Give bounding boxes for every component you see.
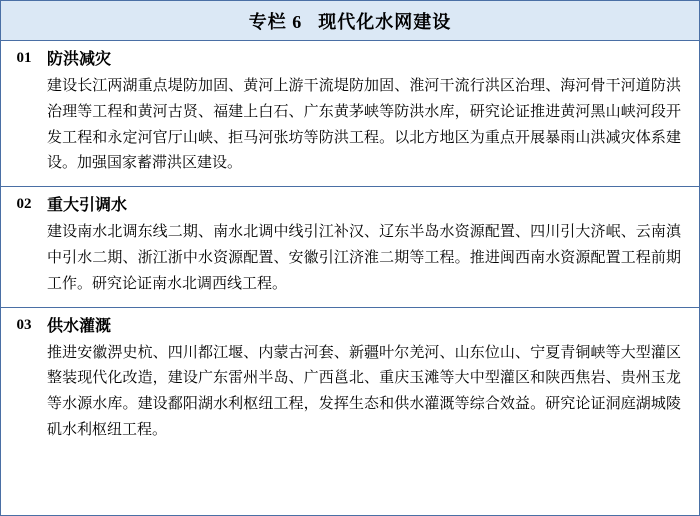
item-heading: 重大引调水 [47, 197, 128, 215]
item-body [47, 48, 699, 177]
item-body [47, 315, 699, 444]
list-item [1, 187, 699, 307]
item-heading: 供水灌溉 [47, 317, 112, 335]
panel-title [1, 1, 699, 41]
panel-title-label: 专栏 6 [248, 11, 303, 32]
list-item [1, 308, 699, 453]
item-text: 建设南水北调东线二期、南水北调中线引江补汉、辽东半岛水资源配置、四川引大济岷、云南滇中引水二期、浙江浙中水资源配置、安徽引江济淮二期等工程。推进闽西南水资源配置工程前期工作。研究论证南水北调西线工程。 [47, 224, 681, 292]
list-item [1, 41, 699, 187]
item-number: 01 [16, 50, 32, 66]
item-number: 03 [16, 316, 32, 333]
panel-title-name: 现代化水网建设 [318, 11, 452, 32]
item-heading: 防洪减灾 [47, 51, 112, 68]
item-list [1, 41, 699, 453]
item-text: 推进安徽淠史杭、四川都江堰、内蒙古河套、新疆叶尔羌河、山东位山、宁夏青铜峡等大型灌区整装现代化改造，建设广东雷州半岛、广西邕北、重庆玉滩等大中型灌区和陕西焦岩、贵州玉龙等水源水库。建设鄱阳湖水利枢纽工程，发挥生态和供水灌溉等综合效益。研究论证洞庭湖城陵矶水利枢纽工程。 [47, 344, 681, 438]
item-text: 建设长江两湖重点堤防加固、黄河上游干流堤防加固、淮河干流行洪区治理、海河骨干河道防洪治理等工程和黄河古贤、福建上白石、广东黄茅峡等防洪水库，研究论证推进黄河黑山峡河段开发工程和永定河官厅山峡、拒马河张坊等防洪工程。以北方地区为重点开展暴雨山洪减灾体系建设。加强国家蓄滞洪区建设。 [47, 78, 681, 172]
item-number: 02 [16, 196, 32, 213]
item-body [47, 194, 699, 297]
